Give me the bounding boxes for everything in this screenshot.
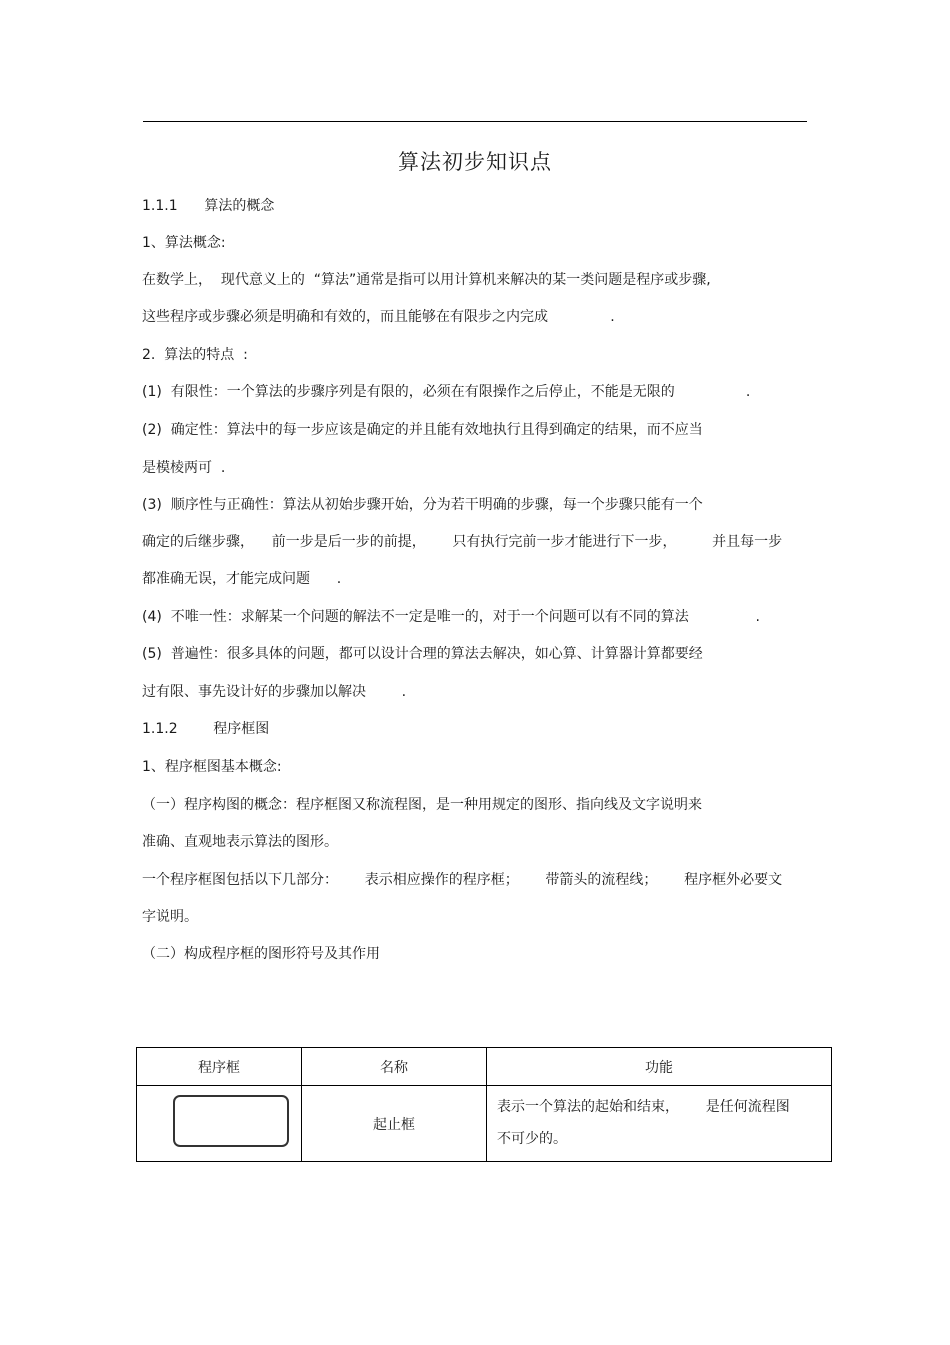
header-rule [143, 121, 807, 122]
table-header-row [137, 1048, 832, 1086]
section-heading-1-1-1: 1.1.1 算法的概念 [142, 198, 275, 214]
table-row [137, 1086, 832, 1162]
section-heading-1-1-2: 1.1.2 程序框图 [142, 721, 270, 737]
feature-sequence-line-1: (3) 顺序性与正确性：算法从初始步骤开始，分为若干明确的步骤，每一个步骤只能有一个 [142, 497, 703, 513]
terminal-shape-cell [137, 1086, 302, 1162]
page-title: 算法初步知识点 [398, 150, 552, 174]
concept-heading: 1、算法概念: [142, 235, 226, 251]
feature-definiteness-line-2: 是模棱两可 . [142, 460, 226, 476]
flowchart-symbol-table [136, 1047, 832, 1162]
terminal-name-cell: 起止框 [302, 1086, 487, 1162]
feature-definiteness-line-1: (2) 确定性：算法中的每一步应该是确定的并且能有效地执行且得到确定的结果，而不应当 [142, 422, 703, 438]
features-heading: 2. 算法的特点 : [142, 347, 248, 363]
terminal-rounded-rect-icon [173, 1095, 289, 1147]
flowchart-parts-line-1: 一个程序框图包括以下几部分： 表示相应操作的程序框； 带箭头的流程线； 程序框外必要文 [142, 872, 783, 888]
feature-non-uniqueness: (4) 不唯一性：求解某一个问题的解法不一定是唯一的，对于一个问题可以有不同的算法 . [142, 609, 760, 625]
terminal-function-line-1: 表示一个算法的起始和结束， 是任何流程图 [497, 1099, 790, 1115]
header-shape: 程序框 [137, 1048, 302, 1086]
feature-finiteness: (1) 有限性：一个算法的步骤序列是有限的，必须在有限操作之后停止，不能是无限的 . [142, 384, 751, 400]
concept-paragraph-line-1: 在数学上， 现代意义上的 “算法”通常是指可以用计算机来解决的某一类问题是程序或步骤, [142, 272, 711, 288]
feature-universality-line-2: 过有限、事先设计好的步骤加以解决 . [142, 684, 407, 700]
concept-paragraph-line-2: 这些程序或步骤必须是明确和有效的，而且能够在有限步之内完成 . [142, 309, 615, 325]
flowchart-parts-line-2: 字说明。 [142, 909, 198, 925]
flowchart-definition-line-2: 准确、直观地表示算法的图形。 [142, 834, 338, 850]
terminal-function-line-2: 不可少的。 [497, 1131, 567, 1147]
symbols-heading: （二）构成程序框的图形符号及其作用 [142, 946, 380, 962]
feature-sequence-line-3: 都准确无误，才能完成问题 . [142, 571, 342, 587]
header-name: 名称 [302, 1048, 487, 1086]
flowchart-concept-heading: 1、程序框图基本概念: [142, 759, 282, 775]
terminal-function-cell [487, 1086, 832, 1162]
feature-universality-line-1: (5) 普遍性：很多具体的问题，都可以设计合理的算法去解决，如心算、计算器计算都要经 [142, 646, 703, 662]
header-function: 功能 [487, 1048, 832, 1086]
feature-sequence-line-2: 确定的后继步骤， 前一步是后一步的前提， 只有执行完前一步才能进行下一步， 并且每一步 [142, 534, 783, 550]
flowchart-definition-line-1: （一）程序构图的概念：程序框图又称流程图，是一种用规定的图形、指向线及文字说明来 [142, 797, 702, 813]
